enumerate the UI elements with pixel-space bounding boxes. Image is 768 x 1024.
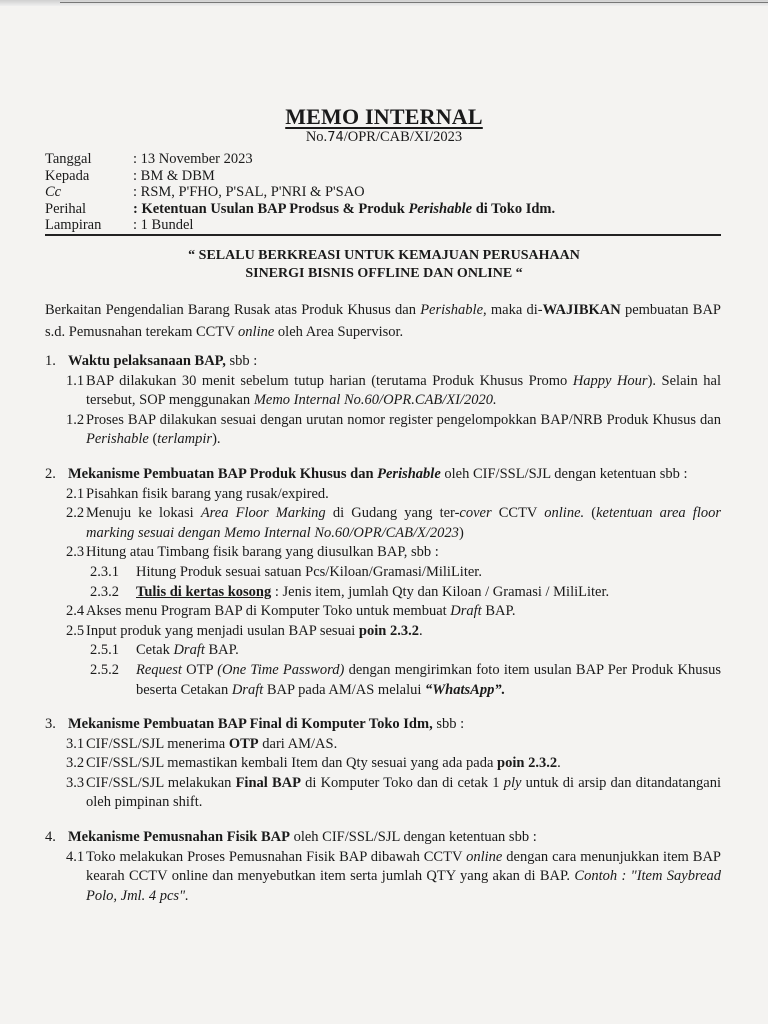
header-row-to: Kepada : BM & DBM [45, 167, 215, 184]
header-row-date: Tanggal : 13 November 2023 [45, 151, 253, 167]
memo-header-block [45, 151, 555, 234]
section-2-heading: 2. Mekanisme Pembuatan BAP Produk Khusus dan Perishable oleh CIF/SSL/SJL dengan ketentuan sbb : [45, 465, 688, 482]
memo-body [45, 352, 721, 906]
header-row-cc: Cc : RSM, P'FHO, P'SAL, P'NRI & P'SAO [45, 184, 365, 200]
list-item-3-2: 3.2 CIF/SSL/SJL memastikan kembali Item dan Qty sesuai yang ada pada poin 2.3.2. [66, 755, 561, 772]
handwritten-number: 74 [327, 130, 344, 145]
section-1-heading: 1. Waktu pelaksanaan BAP, sbb : [45, 353, 258, 369]
list-item-2-5: 2.5 Input produk yang menjadi usulan BAP sesuai poin 2.3.2. [66, 622, 423, 639]
list-item-2-4: 2.4 Akses menu Program BAP di Komputer Toko untuk membuat Draft BAP. [66, 603, 516, 620]
list-item-1-1: 1.1 BAP dilakukan 30 menit sebelum tutup harian (terutama Produk Khusus Promo Happy Hour). Selain hal tersebut, SOP menggunakan Memo Internal No.60/OPR.CAB/XI/2020. [66, 372, 721, 409]
list-item-2-1: 2.1 Pisahkan fisik barang yang rusak/expired. [66, 485, 329, 502]
page-top-edge [0, 0, 768, 6]
section-4-heading: 4. Mekanisme Pemusnahan Fisik BAP oleh CIF/SSL/SJL dengan ketentuan sbb : [45, 829, 537, 846]
list-item-3-1: 3.1 CIF/SSL/SJL menerima OTP dari AM/AS. [66, 735, 338, 752]
memo-title: MEMO INTERNAL [285, 104, 483, 129]
intro-paragraph: Berkaitan Pengendalian Barang Rusak atas Produk Khusus dan Perishable, maka di-WAJIBKAN pembuatan BAP s.d. Pemusnahan terekam CCTV online oleh Area Supervisor. [45, 302, 721, 340]
list-item-2-3-2: 2.3.2 Tulis di kertas kosong : Jenis item, jumlah Qty dan Kiloan / Gramasi / MiliLiter. [90, 583, 610, 600]
page-top-line [60, 2, 768, 3]
memo-number: No.74/OPR/CAB/XI/2023 [305, 129, 463, 145]
header-row-attachment: Lampiran : 1 Bundel [45, 217, 194, 233]
list-item-2-3: 2.3 Hitung atau Timbang fisik barang yang diusulkan BAP, sbb : [66, 544, 439, 561]
section-3-heading: 3. Mekanisme Pembuatan BAP Final di Komputer Toko Idm, sbb : [45, 716, 465, 733]
header-row-subject: Perihal : Ketentuan Usulan BAP Prodsus & Produk Perishable di Toko Idm. [45, 200, 556, 217]
list-item-2-2: 2.2 Menuju ke lokasi Area Floor Marking di Gudang yang ter-cover CCTV online. (ketentuan area floor marking sesuai dengan Memo Internal No.60/OPR/CAB/X/2023) [66, 505, 721, 541]
list-item-4-1: 4.1 Toko melakukan Proses Pemusnahan Fisik BAP dibawah CCTV online dengan cara menunjukkan item BAP kearah CCTV online dan menyebutkan item serta jumlah QTY yang akan di BAP. Contoh : "Item Saybread Polo, Jml. 4 pcs". [66, 848, 722, 904]
header-divider [45, 234, 721, 236]
list-item-2-5-1: 2.5.1 Cetak Draft BAP. [90, 642, 239, 659]
list-item-2-5-2: 2.5.2 Request OTP (One Time Password) dengan mengirimkan foto item usulan BAP Per Produk Khusus beserta Cetakan Draft BAP pada AM/AS melalui “WhatsApp”. [90, 661, 721, 698]
list-item-1-2: 1.2 Proses BAP dilakukan sesuai dengan urutan nomor register pengelompokkan BAP/NRB Produk Khusus dan Perishable (terlampir). [66, 411, 721, 448]
list-item-3-3: 3.3 CIF/SSL/SJL melakukan Final BAP di Komputer Toko dan di cetak 1 ply untuk di arsip dan ditandatangani oleh pimpinan shift. [66, 774, 721, 811]
company-motto: “ SELALU BERKREASI UNTUK KEMAJUAN PERUSAHAAN SINERGI BISNIS OFFLINE DAN ONLINE “ [188, 248, 580, 281]
list-item-2-3-1: 2.3.1 Hitung Produk sesuai satuan Pcs/Kiloan/Gramasi/MiliLiter. [90, 563, 482, 580]
